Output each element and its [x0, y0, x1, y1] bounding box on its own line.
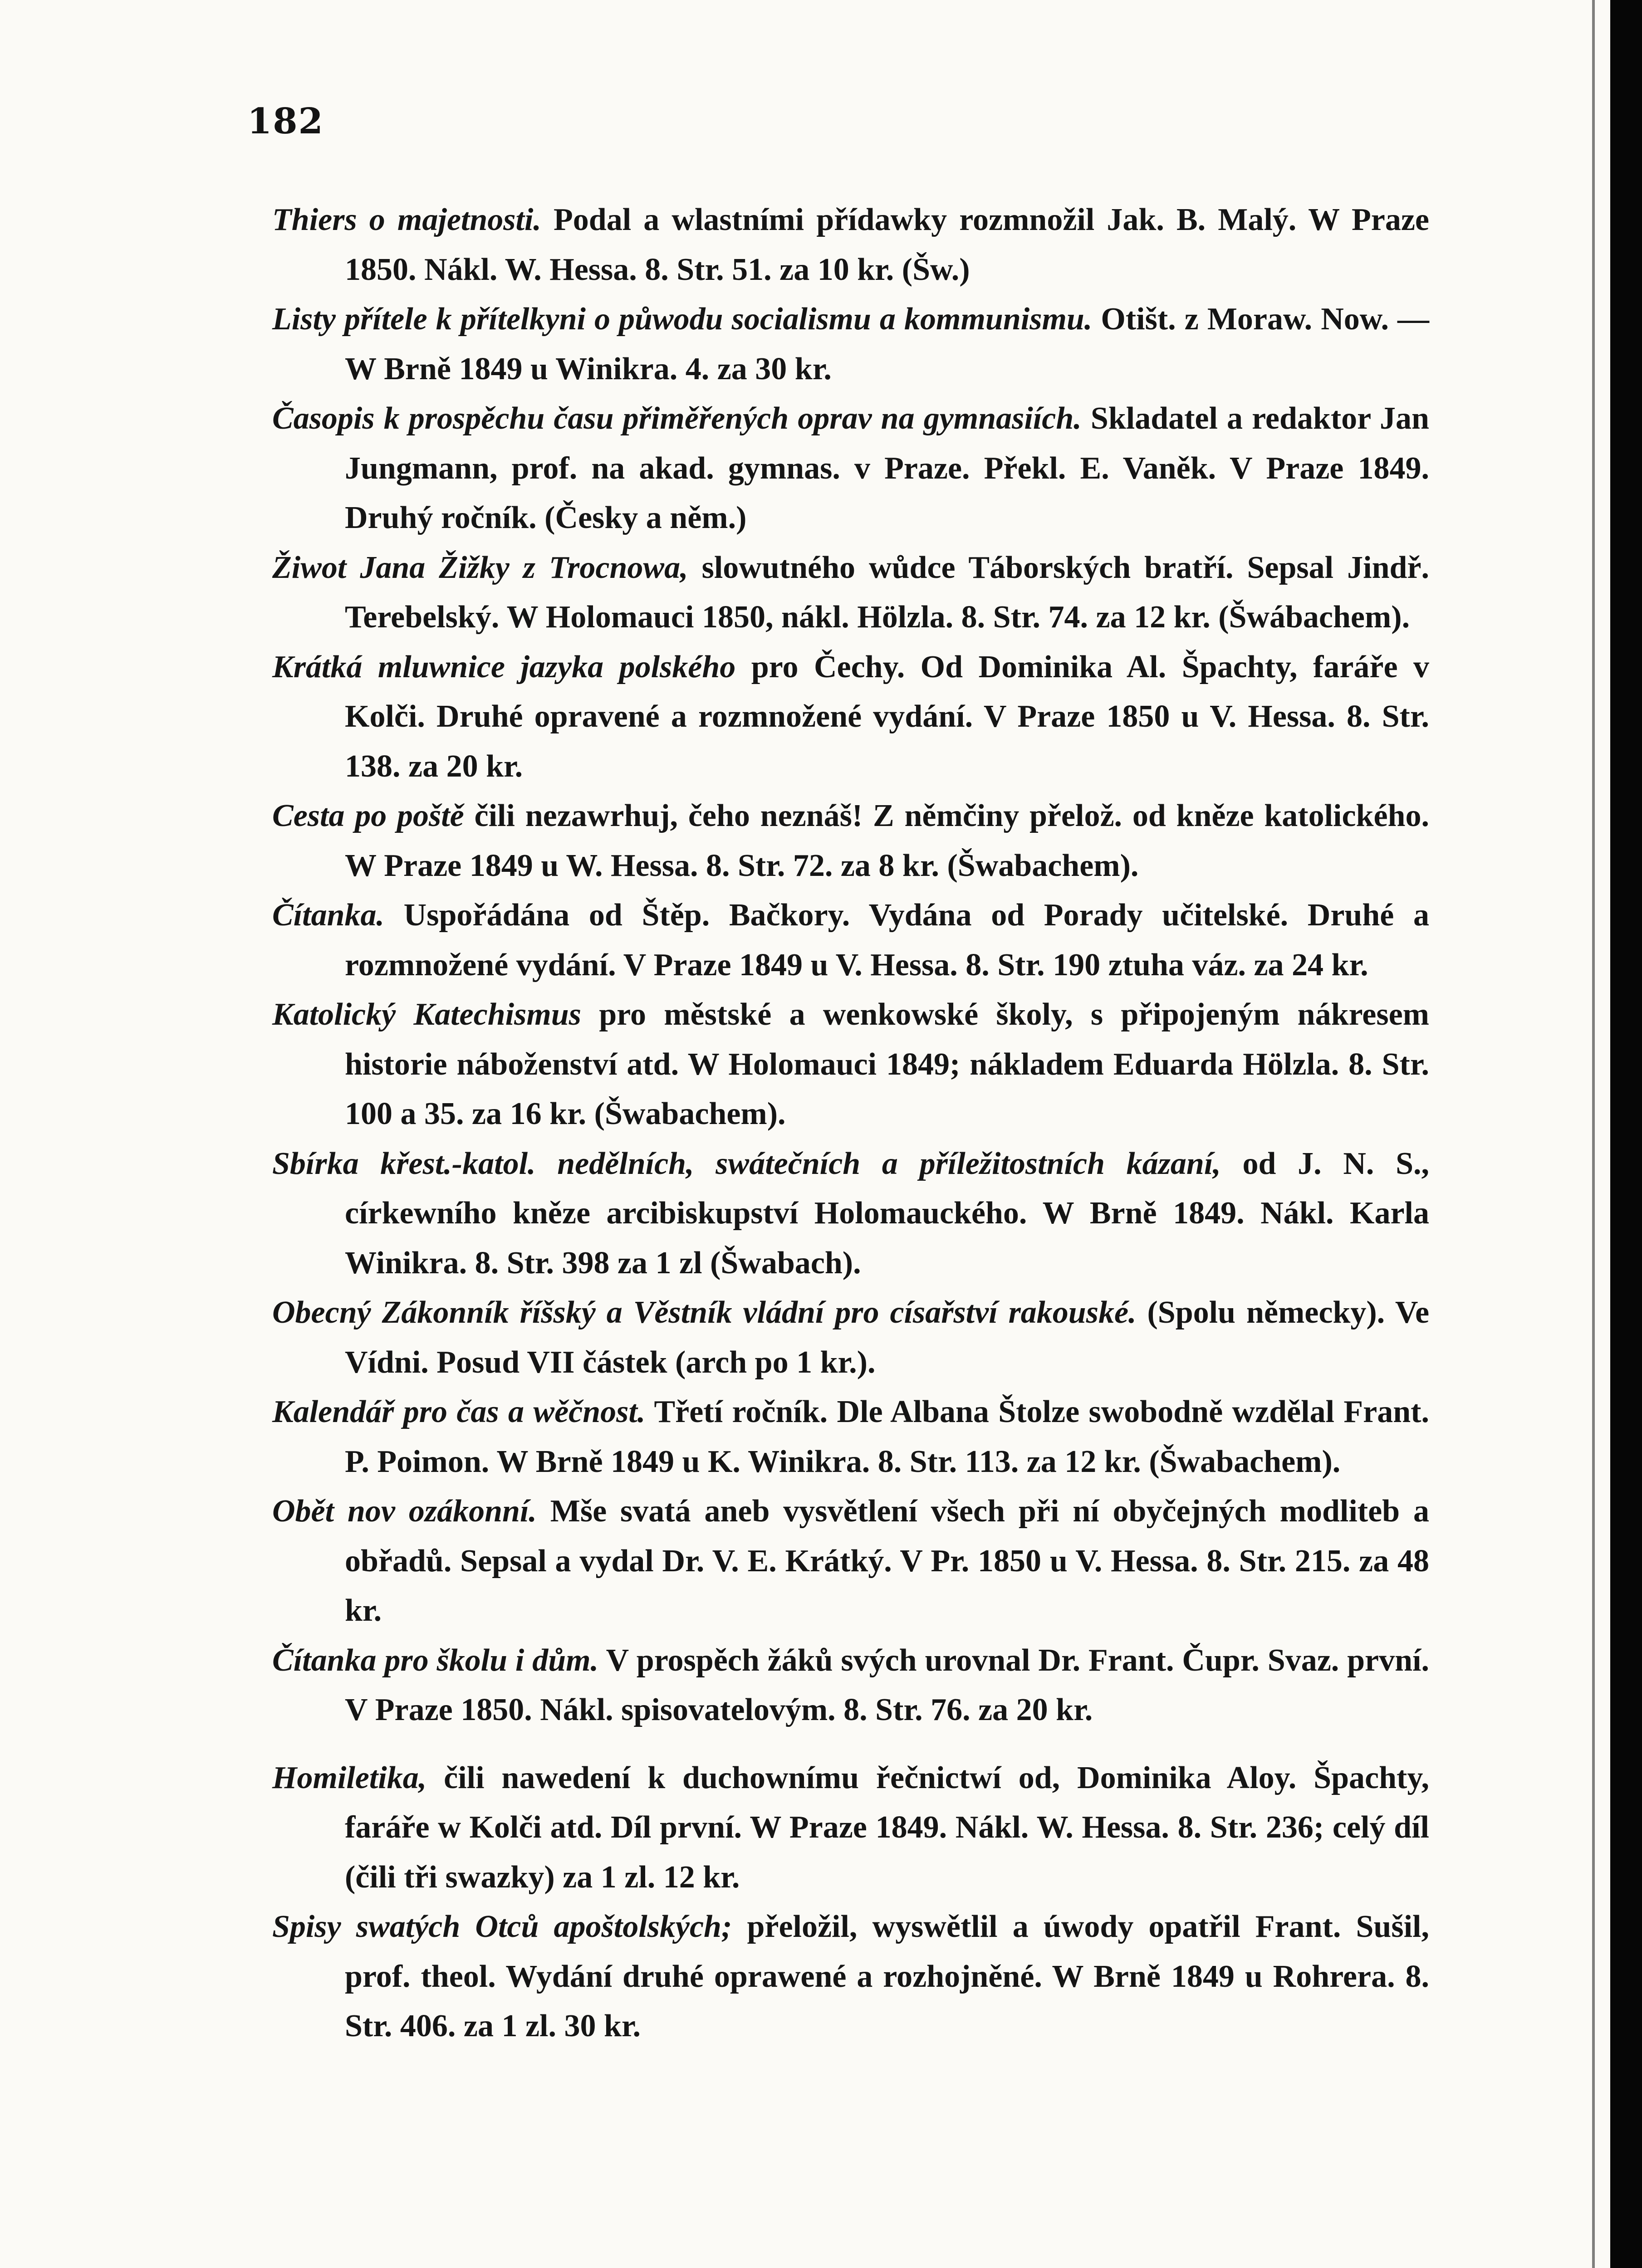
entry-text: čili nawedení k duchownímu řečnictwí od, Dominika Aloy. Špachty, faráře w Kolči atd. Díl první. W Praze 1849. Nákl. W. Hessa. 8. Str. 236; celý díl (čili tři swazky) za 1 zl. 12 kr. [345, 1760, 1429, 1895]
entry-title: Obecný Zákonník říšský a Věstník vládní pro císařství rakouské. [272, 1295, 1137, 1330]
bibliography-entry [272, 1753, 1429, 1902]
entry-text: slowutného wůdce Táborských bratří. Sepsal Jindř. Terebelský. W Holomauci 1850, nákl. Hölzla. 8. Str. 74. za 12 kr. (Šwábachem). [345, 550, 1429, 635]
entry-text: od J. N. S., církewního kněze arcibiskupství Holomauckého. W Brně 1849. Nákl. Karla Winikra. 8. Str. 398 za 1 zl (Šwabach). [345, 1146, 1429, 1281]
entry-title: Thiers o majetnosti. [272, 202, 541, 237]
entry-text: Mše svatá aneb vysvětlení všech při ní obyčejných modliteb a obřadů. Sepsal a vydal Dr. V. E. Krátký. V Pr. 1850 u V. Hessa. 8. Str. 215. za 48 kr. [345, 1494, 1429, 1628]
bibliography-entry [272, 195, 1429, 294]
entry-title: Časopis k prospěchu času přiměřených oprav na gymnasiích. [272, 401, 1082, 436]
entry-title: Listy přítele k přítelkyni o půwodu socialismu a kommunismu. [272, 302, 1093, 337]
bibliography-entry [272, 791, 1429, 890]
page-number: 182 [247, 101, 324, 142]
entry-title: Homiletika, [272, 1760, 427, 1795]
page-edge-shadow [1592, 0, 1595, 2268]
entry-title: Čítanka. [272, 898, 385, 933]
entry-title: Katolický Katechismus [272, 997, 581, 1032]
entry-title: Kalendář pro čas a wěčnost. [272, 1394, 646, 1429]
entry-text: čili nezawrhuj, čeho neznáš! Z němčiny přelož. od kněze katolického. W Praze 1849 u W. Hessa. 8. Str. 72. za 8 kr. (Šwabachem). [345, 798, 1429, 883]
entry-title: Spisy swatých Otců apoštolských; [272, 1909, 732, 1944]
scan-border-right [1610, 0, 1642, 2268]
entry-title: Sbírka křest.-katol. nedělních, swátečních a příležitostních kázaní, [272, 1146, 1221, 1181]
entry-title: Obět nov ozákonní. [272, 1494, 537, 1529]
entry-text: přeložil, wyswětlil a úwody opatřil Frant. Sušil, prof. theol. Wydání druhé oprawené a rozhojněné. W Brně 1849 u Rohrera. 8. Str. 406. za 1 zl. 30 kr. [345, 1909, 1429, 2043]
bibliography-entry [272, 543, 1429, 642]
entry-text: (Spolu německy). Ve Vídni. Posud VII částek (arch po 1 kr.). [345, 1295, 1430, 1380]
entry-text: Otišt. z Moraw. Now. — W Brně 1849 u Winikra. 4. za 30 kr. [345, 302, 1429, 386]
entry-text: V prospěch žáků svých urovnal Dr. Frant. Čupr. Svaz. první. V Praze 1850. Nákl. spisovatelovým. 8. Str. 76. za 20 kr. [345, 1642, 1429, 1727]
entry-text: Skladatel a redaktor Jan Jungmann, prof. na akad. gymnas. v Praze. Překl. E. Vaněk. V Praze 1849. Druhý ročník. (Česky a něm.) [345, 401, 1429, 535]
entry-text: Třetí ročník. Dle Albana Štolze swobodně wzdělal Frant. P. Poimon. W Brně 1849 u K. Winikra. 8. Str. 113. za 12 kr. (Šwabachem). [345, 1394, 1429, 1479]
bibliography-entry [272, 394, 1429, 543]
bibliography-entry [272, 990, 1429, 1139]
bibliography-entry [272, 642, 1429, 792]
entry-title: Krátká mluwnice jazyka polského [272, 649, 736, 684]
bibliography-entry [272, 1288, 1429, 1387]
bibliography-entry [272, 890, 1429, 990]
bibliography-entry [272, 294, 1429, 394]
entry-text: Uspořádána od Štěp. Bačkory. Vydána od Porady učitelské. Druhé a rozmnožené vydání. V Praze 1849 u V. Hessa. 8. Str. 190 ztuha váz. za 24 kr. [345, 898, 1429, 982]
entry-text: pro městské a wenkowské školy, s připojeným nákresem historie náboženství atd. W Holomauci 1849; nákladem Eduarda Hölzla. 8. Str. 100 a 35. za 16 kr. (Šwabachem). [345, 997, 1429, 1131]
entry-title: Žiwot Jana Žižky z Trocnowa, [272, 550, 688, 585]
bibliography-entry [272, 1636, 1429, 1735]
entry-text: pro Čechy. Od Dominika Al. Špachty, faráře v Kolči. Druhé opravené a rozmnožené vydání. V Praze 1850 u V. Hessa. 8. Str. 138. za 20 kr. [345, 649, 1429, 784]
bibliography-entry [272, 1902, 1429, 2051]
bibliography-list [272, 195, 1429, 2051]
bibliography-entry [272, 1387, 1429, 1486]
entry-text: Podal a wlastními přídawky rozmnožil Jak. B. Malý. W Praze 1850. Nákl. W. Hessa. 8. Str. 51. za 10 kr. (Šw.) [345, 202, 1429, 287]
entry-title: Cesta po poště [272, 798, 464, 833]
bibliography-entry [272, 1486, 1429, 1636]
entry-title: Čítanka pro školu i dům. [272, 1642, 599, 1678]
bibliography-entry [272, 1139, 1429, 1288]
